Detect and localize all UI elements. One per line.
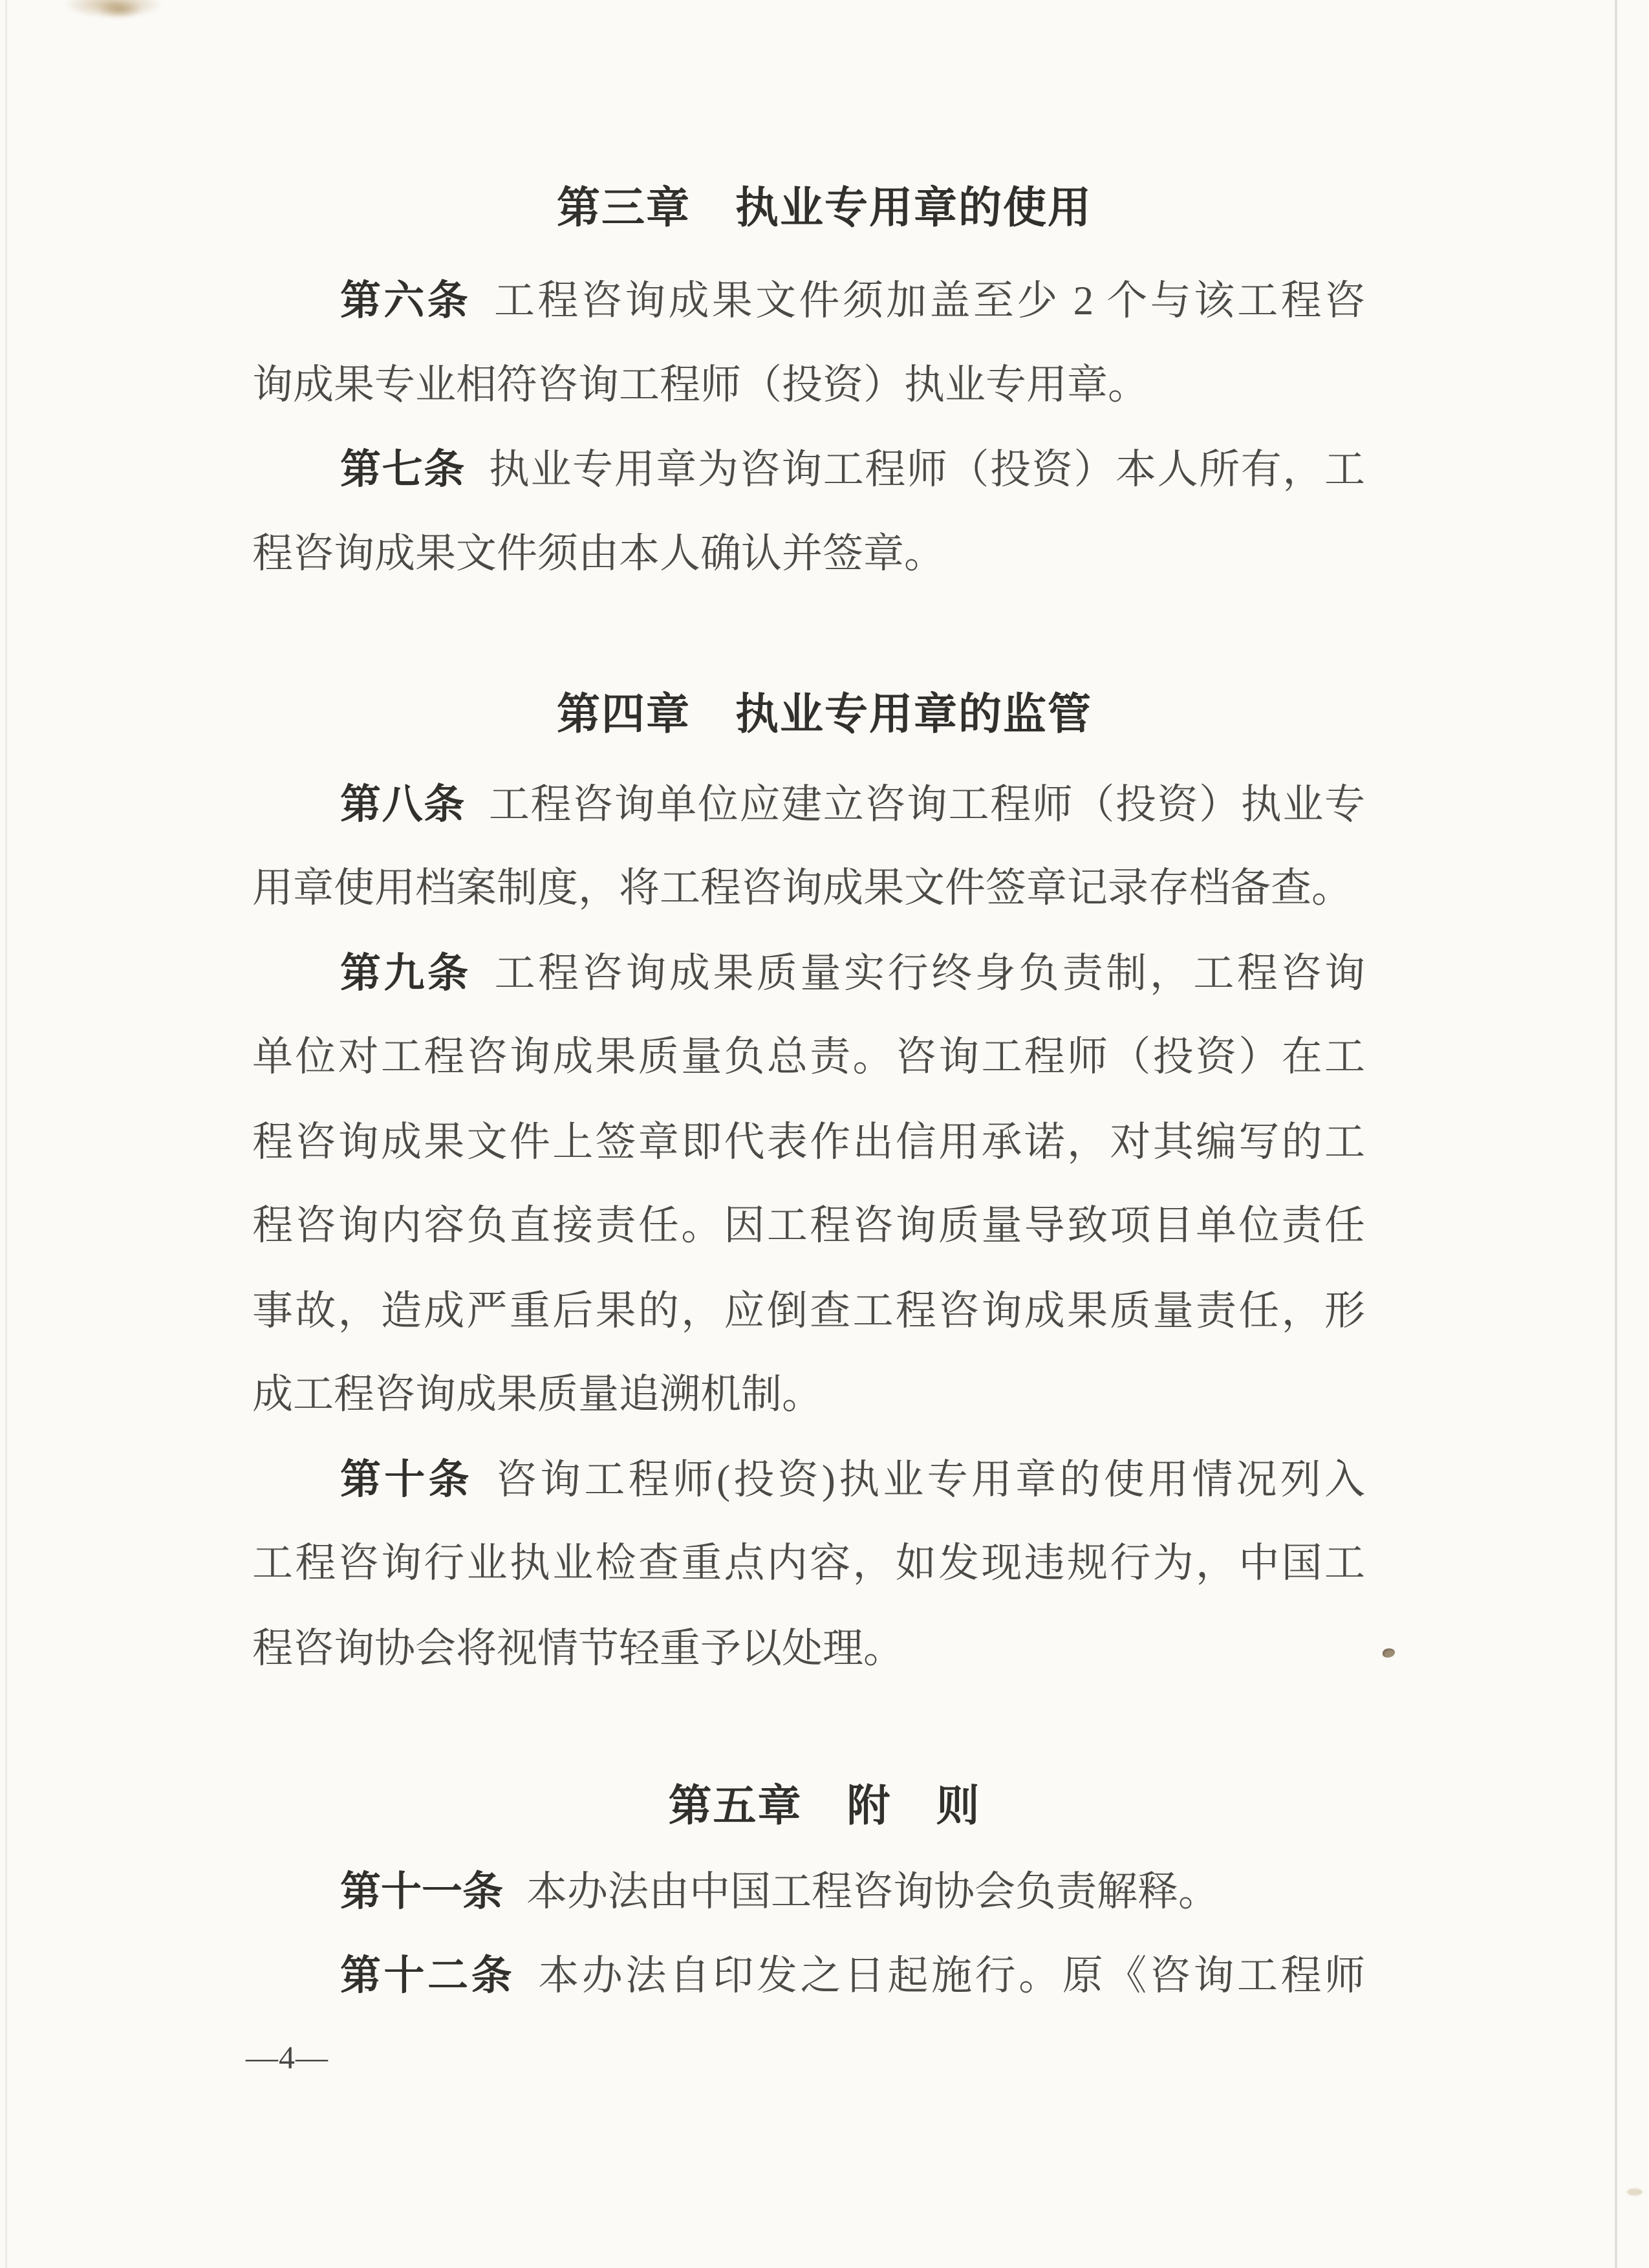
article12-line1-text: 本办法自印发之日起施行。原《咨询工程师 — [538, 1953, 1366, 1998]
article9-line6: 成工程咨询成果质量追溯机制。 — [252, 1372, 823, 1417]
article6-line2: 询成果专业相符咨询工程师（投资）执业专用章。 — [252, 362, 1148, 407]
article9-line1-text: 工程咨询成果质量实行终身负责制，工程咨询 — [494, 951, 1366, 996]
article6-line1 — [252, 259, 1365, 343]
article8-line1 — [252, 762, 1365, 847]
article12-number: 第十二条 — [340, 1953, 515, 1998]
article9-line5: 事故，造成严重后果的，应倒查工程咨询成果质量责任，形 — [252, 1288, 1365, 1334]
article10-line2: 工程咨询行业执业检查重点内容，如发现违规行为，中国工 — [252, 1540, 1365, 1586]
article11-line1 — [252, 1850, 1365, 1934]
scan-edge-line-right — [1615, 0, 1617, 2268]
article7-line2: 程咨询成果文件须由本人确认并签章。 — [252, 531, 945, 576]
ink-speck-right — [1383, 1648, 1395, 1658]
scan-edge-line-left — [5, 0, 7, 2268]
chapter5-heading: 第五章 附 则 — [668, 1782, 981, 1830]
article9-line1 — [252, 931, 1365, 1015]
article8-line2: 用章使用档案制度，将工程咨询成果文件签章记录存档备查。 — [252, 865, 1352, 911]
article10-line1-text: 咨询工程师(投资)执业专用章的使用情况列入 — [495, 1457, 1365, 1502]
article6-number: 第六条 — [340, 278, 471, 323]
article9-line2: 单位对工程咨询成果质量负总责。咨询工程师（投资）在工 — [252, 1034, 1365, 1079]
article10-line3: 程咨询协会将视情节轻重予以处理。 — [252, 1626, 904, 1671]
article8-number: 第八条 — [340, 782, 466, 827]
article12-line1 — [252, 1934, 1365, 2018]
chapter4-heading: 第四章 执业专用章的监管 — [557, 690, 1092, 739]
article9-line3: 程咨询成果文件上签章即代表作出信用承诺，对其编写的工 — [252, 1119, 1365, 1165]
article6-line1-text: 工程咨询成果文件须加盖至少 2 个与该工程咨 — [494, 278, 1366, 323]
article7-line1-text: 执业专用章为咨询工程师（投资）本人所有，工 — [488, 447, 1366, 492]
paper-speck-bottom-right — [1627, 2188, 1643, 2196]
chapter3-heading: 第三章 执业专用章的使用 — [557, 184, 1092, 232]
page-number: —4— — [246, 2039, 329, 2075]
article8-line1-text: 工程咨询单位应建立咨询工程师（投资）执业专 — [488, 782, 1366, 827]
article7-number: 第七条 — [340, 447, 466, 492]
article9-number: 第九条 — [340, 951, 471, 996]
article10-line1 — [252, 1438, 1365, 1522]
article7-line1 — [252, 427, 1365, 512]
paper-stain-top-left-2 — [97, 1, 142, 18]
article10-number: 第十条 — [340, 1457, 473, 1502]
article11-line1-text: 本办法由中国工程咨询协会负责解释。 — [526, 1869, 1219, 1914]
article9-line4: 程咨询内容负直接责任。因工程咨询质量导致项目单位责任 — [252, 1203, 1365, 1248]
article11-number: 第十一条 — [340, 1869, 503, 1914]
